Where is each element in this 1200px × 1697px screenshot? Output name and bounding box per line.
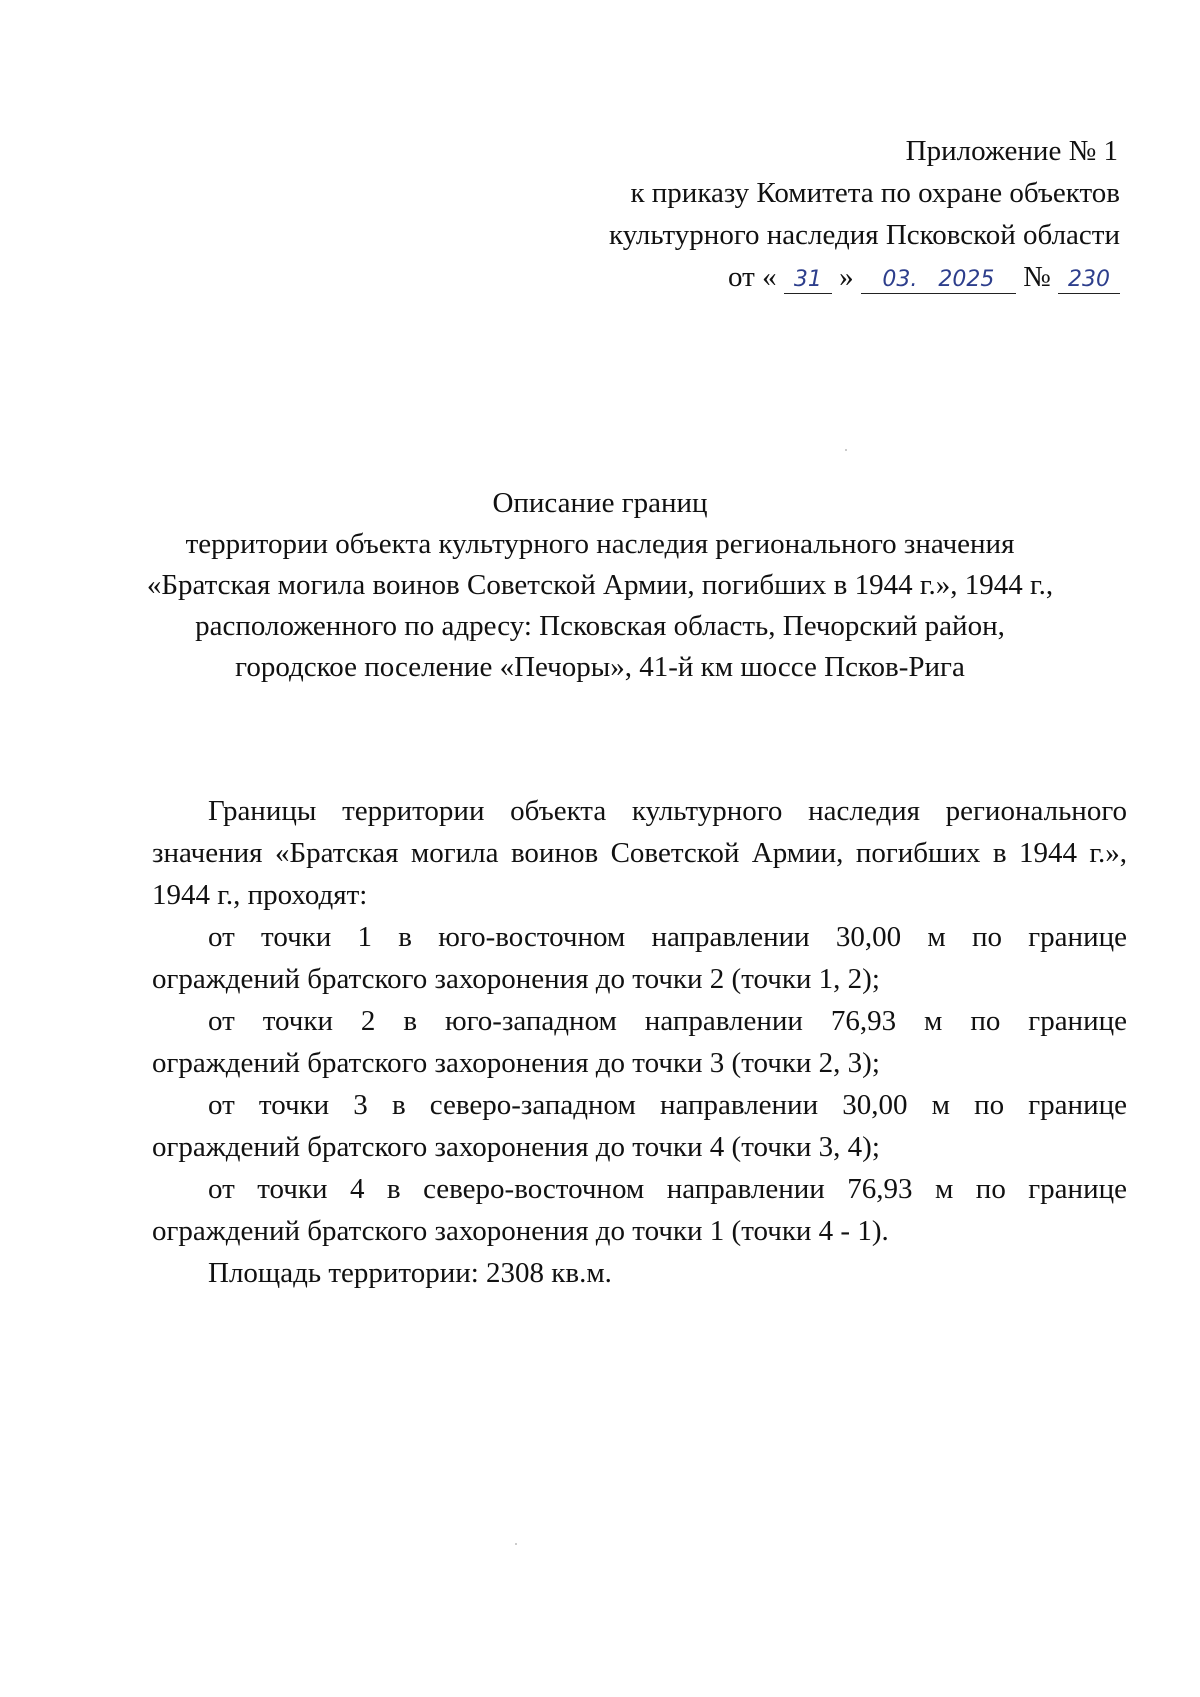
document-body — [152, 790, 1127, 1294]
appendix-block — [520, 130, 1120, 298]
date-quote-close: » — [839, 261, 854, 293]
document-heading — [100, 483, 1100, 688]
handwritten-day: 31 — [784, 267, 832, 294]
date-prefix: от « — [728, 261, 777, 293]
segment-paragraph-2 — [152, 1000, 1127, 1084]
appendix-order-line: к приказу Комитета по охране объектов — [630, 177, 1120, 209]
appendix-committee-line: культурного наследия Псковской области — [609, 219, 1120, 251]
scan-speck — [845, 449, 847, 451]
segment-4-line-1: от точки 4 в северо-восточном направлении 76,93 м по границе — [208, 1173, 1127, 1205]
scan-speck — [515, 1543, 517, 1545]
segment-2-line-2: ограждений братского захоронения до точки 3 (точки 2, 3); — [152, 1047, 880, 1079]
area-line: Площадь территории: 2308 кв.м. — [208, 1257, 612, 1289]
appendix-date-line — [520, 256, 1120, 298]
segment-1-line-2: ограждений братского захоронения до точки 2 (точки 1, 2); — [152, 963, 880, 995]
segment-3-line-1: от точки 3 в северо-западном направлении 30,00 м по границе — [208, 1089, 1127, 1121]
segment-paragraph-1 — [152, 916, 1127, 1000]
segment-1-line-1: от точки 1 в юго-восточном направлении 30,00 м по границе — [208, 921, 1127, 953]
intro-line-2: значения «Братская могила воинов Советской Армии, погибших в 1944 г.», — [152, 837, 1127, 869]
segment-3-line-2: ограждений братского захоронения до точки 4 (точки 3, 4); — [152, 1131, 880, 1163]
heading-line-3: «Братская могила воинов Советской Армии, погибших в 1944 г.», 1944 г., — [146, 569, 1054, 601]
intro-line-3: 1944 г., проходят: — [152, 879, 368, 911]
segment-paragraph-4 — [152, 1168, 1127, 1252]
number-sign: № — [1023, 261, 1051, 293]
intro-paragraph — [152, 790, 1127, 916]
segment-paragraph-3 — [152, 1084, 1127, 1168]
appendix-title: Приложение № 1 — [905, 135, 1118, 167]
segment-2-line-1: от точки 2 в юго-западном направлении 76,93 м по границе — [208, 1005, 1127, 1037]
heading-line-2: территории объекта культурного наследия регионального значения — [185, 528, 1015, 560]
heading-line-4: расположенного по адресу: Псковская область, Печорский район, — [195, 610, 1005, 642]
handwritten-date: 03. 2025 — [861, 267, 1016, 294]
heading-line-5: городское поселение «Печоры», 41-й км шоссе Псков-Рига — [235, 651, 965, 683]
intro-line-1: Границы территории объекта культурного наследия регионального — [208, 795, 1127, 827]
heading-line-1: Описание границ — [492, 487, 708, 519]
segment-4-line-2: ограждений братского захоронения до точки 1 (точки 4 - 1). — [152, 1215, 889, 1247]
handwritten-number: 230 — [1058, 267, 1120, 294]
